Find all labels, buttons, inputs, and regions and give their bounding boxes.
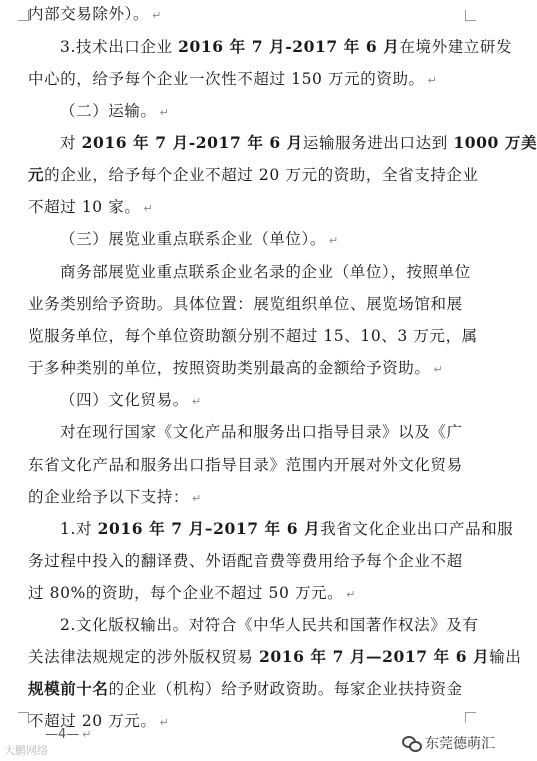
text-line: 中心的，给予每个企业一次性不超过 150 万元的资助。 ↵ xyxy=(28,70,438,88)
text-line: 1.对 2016 年 7 月–2017 年 6 月我省文化企业出口产品和服 xyxy=(60,519,514,538)
text-line: 2.文化版权输出。对符合《中华人民共和国著作权法》及有 xyxy=(60,616,479,634)
watermark-left: 大鹏网络 xyxy=(4,744,48,757)
text-line: 内部交易除外）。 ↵ xyxy=(28,5,162,23)
text-line: 对在现行国家《文化产品和服务出口指导目录》以及《广 xyxy=(60,423,463,441)
text-line: 不超过 10 家。 ↵ xyxy=(28,198,154,216)
text-line: 的企业给予以下支持： ↵ xyxy=(28,488,202,506)
text-line: 商务部展览业重点联系企业名录的企业（单位），按照单位 xyxy=(60,263,471,281)
text-line: 对 2016 年 7 月-2017 年 6 月运输服务进出口达到 1000 万美 xyxy=(60,133,537,152)
wechat-icon xyxy=(402,736,420,750)
text-line: 业务类别给予资助。具体位置：展览组织单位、展览场馆和展 xyxy=(28,295,463,313)
text-line: 规模前十名的企业（机构）给予财政资助。每家企业扶持资金 xyxy=(28,679,463,698)
page-number: —4— ↵ xyxy=(45,727,92,742)
text-line: 于多种类别的单位，按照资助类别最高的金额给予资助。 ↵ xyxy=(28,359,444,377)
text-line: 览服务单位，每个单位资助额分别不超过 15、10、3 万元，属 xyxy=(28,327,478,345)
section-heading: （三）展览业重点联系企业（单位）。 ↵ xyxy=(60,230,339,248)
text-line: 3.技术出口企业 2016 年 7 月-2017 年 6 月在境外建立研发 xyxy=(60,37,513,56)
text-line: 过 80%的资助，每个企业不超过 50 万元。 ↵ xyxy=(28,584,357,602)
text-line: 关法律法规规定的涉外版权贸易 2016 年 7 月—2017 年 6 月输出 xyxy=(28,647,522,666)
text-line: 不超过 20 万元。 ↵ xyxy=(28,712,170,730)
section-heading: （四）文化贸易。 ↵ xyxy=(60,391,202,409)
text-line: 元的企业，给予每个企业不超过 20 万元的资助，全省支持企业 xyxy=(28,165,479,184)
text-line: 务过程中投入的翻译费、外语配音费等费用给予每个企业不超 xyxy=(28,552,463,570)
section-heading: （二）运输。 ↵ xyxy=(60,102,170,120)
watermark-right xyxy=(402,733,495,753)
text-line: 东省文化产品和服务出口指导目录》范围内开展对外文化贸易 xyxy=(28,456,463,474)
watermark-text: 东莞德萌汇 xyxy=(425,736,495,752)
